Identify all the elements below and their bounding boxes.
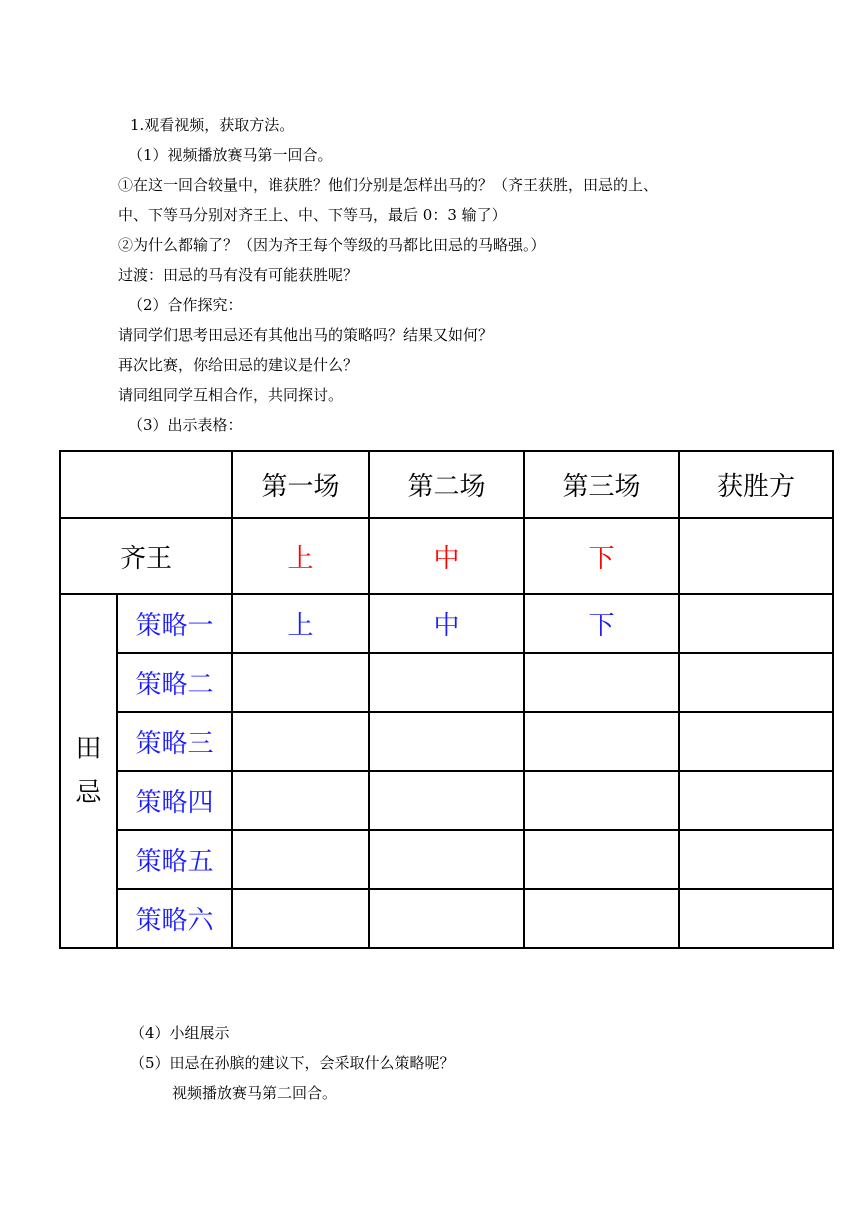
table-header-row xyxy=(60,451,833,518)
qiwang-winner-cell xyxy=(679,518,833,594)
text-line-6: 过渡：田忌的马有没有可能获胜呢？ xyxy=(118,266,359,284)
strategy-label-3: 策略三 xyxy=(117,712,232,771)
header-round-3: 第三场 xyxy=(524,451,679,518)
text-line-8: 请同学们思考田忌还有其他出马的策略吗？结果又如何？ xyxy=(118,326,494,344)
header-empty-cell xyxy=(60,451,232,518)
table-cell xyxy=(369,771,524,830)
tianji-label xyxy=(60,594,117,948)
horse-race-table xyxy=(59,450,834,949)
table-cell xyxy=(369,653,524,712)
header-round-2: 第二场 xyxy=(369,451,524,518)
table-row-strategy-6 xyxy=(60,889,833,948)
strategy-1-winner-cell xyxy=(679,594,833,653)
text-line-14: 视频播放赛马第二回合。 xyxy=(172,1084,338,1102)
text-line-12: （4）小组展示 xyxy=(130,1024,230,1042)
text-line-11: （3）出示表格： xyxy=(128,416,243,434)
text-line-13: （5）田忌在孙膑的建议下，会采取什么策略呢？ xyxy=(130,1054,455,1072)
qiwang-move-2: 中 xyxy=(369,518,524,594)
table-cell xyxy=(232,889,369,948)
strategy-label-4: 策略四 xyxy=(117,771,232,830)
table-cell xyxy=(369,889,524,948)
strategy-1-move-3: 下 xyxy=(524,594,679,653)
tianji-label-bottom: 忌 xyxy=(75,778,102,808)
table-cell xyxy=(232,771,369,830)
strategy-label-5: 策略五 xyxy=(117,830,232,889)
table-cell xyxy=(524,830,679,889)
table-cell xyxy=(524,712,679,771)
strategy-1-move-2: 中 xyxy=(369,594,524,653)
strategy-label-2: 策略二 xyxy=(117,653,232,712)
table-cell xyxy=(369,830,524,889)
table-cell xyxy=(232,653,369,712)
strategy-1-move-1: 上 xyxy=(232,594,369,653)
text-line-5: ②为什么都输了？（因为齐王每个等级的马都比田忌的马略强。） xyxy=(118,236,546,254)
table-cell xyxy=(524,653,679,712)
table-row-strategy-4 xyxy=(60,771,833,830)
text-line-2: （1）视频播放赛马第一回合。 xyxy=(128,146,333,164)
table-cell xyxy=(679,830,833,889)
header-winner: 获胜方 xyxy=(679,451,833,518)
text-line-7: （2）合作探究： xyxy=(128,296,243,314)
table-row-strategy-1 xyxy=(60,594,833,653)
table-cell xyxy=(524,771,679,830)
text-line-3: ①在这一回合较量中，谁获胜？他们分别是怎样出马的？（齐王获胜，田忌的上、 xyxy=(118,176,659,194)
table-cell xyxy=(679,712,833,771)
qiwang-label: 齐王 xyxy=(60,518,232,594)
table-cell xyxy=(232,712,369,771)
table-row-strategy-5 xyxy=(60,830,833,889)
qiwang-move-1: 上 xyxy=(232,518,369,594)
text-line-9: 再次比赛，你给田忌的建议是什么？ xyxy=(118,356,359,374)
table-cell xyxy=(232,830,369,889)
table-cell xyxy=(679,771,833,830)
table-cell xyxy=(679,653,833,712)
table-row-qiwang xyxy=(60,518,833,594)
table-row-strategy-3 xyxy=(60,712,833,771)
header-round-1: 第一场 xyxy=(232,451,369,518)
table-cell xyxy=(679,889,833,948)
table-row-strategy-2 xyxy=(60,653,833,712)
text-line-4: 中、下等马分别对齐王上、中、下等马，最后 0：3 输了） xyxy=(118,206,507,224)
strategy-label-6: 策略六 xyxy=(117,889,232,948)
table-cell xyxy=(524,889,679,948)
text-line-10: 请同组同学互相合作，共同探讨。 xyxy=(118,386,344,404)
table-cell xyxy=(369,712,524,771)
qiwang-move-3: 下 xyxy=(524,518,679,594)
strategy-label-1: 策略一 xyxy=(117,594,232,653)
tianji-label-top: 田 xyxy=(75,734,102,764)
text-line-1: 1.观看视频，获取方法。 xyxy=(130,116,295,134)
